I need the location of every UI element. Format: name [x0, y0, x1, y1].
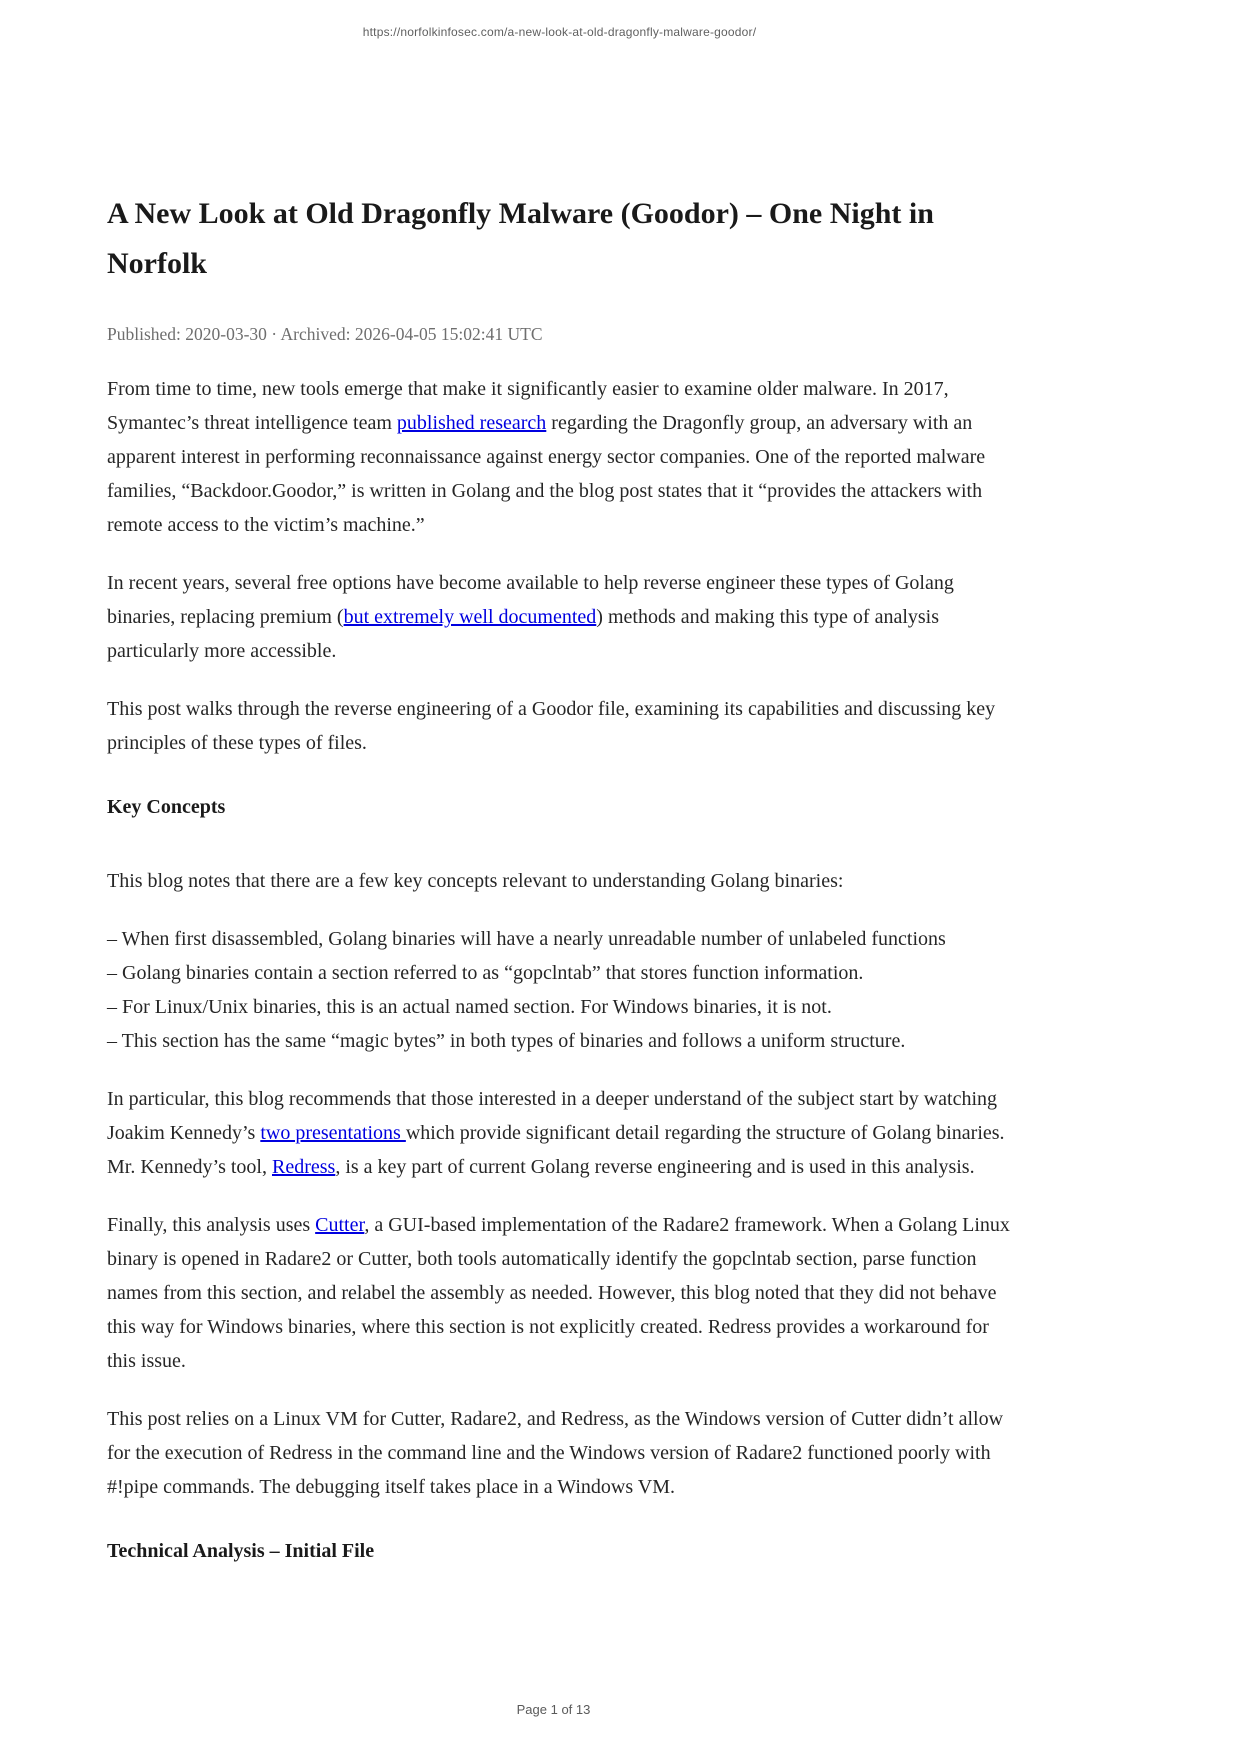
heading-technical-analysis: Technical Analysis – Initial File	[107, 1540, 375, 1562]
text-run: , a GUI-based implementation of the Radare2 framework. When a Golang Linux binary is opened in Radare2 or Cutter, both tools automatically identify the gopclntab section, parse function names from this section, and relabel the assembly as needed. However, this blog noted that they did not behave this way for Windows binaries, where this section is not explicitly created. Redress provides a workaround for this issue.	[107, 1214, 1010, 1372]
article-body	[107, 189, 1012, 1564]
link-published-research[interactable]: published research	[396, 412, 547, 434]
page-number: Page 1 of 13	[516, 1702, 591, 1717]
paragraph-vm-setup: This post relies on a Linux VM for Cutter, Radare2, and Redress, as the Windows version of Cutter didn’t allow for the execution of Redress in the command line and the Windows version of Radare2 functioned poorly with #!pipe commands. The debugging itself takes place in a Windows VM.	[107, 1408, 1004, 1498]
heading-key-concepts: Key Concepts	[107, 796, 226, 818]
link-well-documented[interactable]: but extremely well documented	[343, 606, 597, 628]
paragraph-recommendations	[107, 1082, 1012, 1184]
text-run: From time to time, new tools emerge that make it significantly easier to examine older malware. In 2017, Symantec’s threat intelligence team	[107, 378, 949, 434]
text-run: regarding the Dragonfly group, an adversary with an apparent interest in performing reconnaissance against energy sector companies. One of the reported malware families, “Backdoor.Goodor,” is written in Golang and the blog post states that it “provides the attackers with remote access to the victim’s machine.”	[107, 412, 986, 536]
page-title: A New Look at Old Dragonfly Malware (Goodor) – One Night in Norfolk	[107, 197, 934, 280]
text-run: ) methods and making this type of analysis particularly more accessible.	[107, 606, 940, 662]
paragraph-intro	[107, 372, 1012, 542]
source-url: https://norfolkinfosec.com/a-new-look-at-old-dragonfly-malware-goodor/	[362, 25, 757, 39]
list-item: – When first disassembled, Golang binaries will have a nearly unreadable number of unlabeled functions	[107, 928, 946, 950]
paragraph-post-overview: This post walks through the reverse engineering of a Goodor file, examining its capabilities and discussing key principles of these types of files.	[107, 698, 996, 754]
list-item: – Golang binaries contain a section referred to as “gopclntab” that stores function information.	[107, 962, 864, 984]
publish-archive-meta: Published: 2020-03-30 · Archived: 2026-04-05 15:02:41 UTC	[107, 324, 543, 344]
link-redress[interactable]: Redress	[272, 1156, 336, 1178]
link-two-presentations[interactable]: two presentations	[260, 1122, 406, 1144]
paragraph-cutter	[107, 1208, 1012, 1378]
list-item: – For Linux/Unix binaries, this is an actual named section. For Windows binaries, it is not.	[107, 996, 832, 1018]
paragraph-key-concepts-lead: This blog notes that there are a few key concepts relevant to understanding Golang binaries:	[107, 870, 844, 892]
text-run: In recent years, several free options have become available to help reverse engineer these types of Golang binaries, replacing premium (	[107, 572, 954, 628]
text-run: , is a key part of current Golang reverse engineering and is used in this analysis.	[335, 1156, 975, 1178]
list-item: – This section has the same “magic bytes” in both types of binaries and follows a uniform structure.	[107, 1030, 906, 1052]
key-concepts-list	[107, 922, 1012, 1058]
paragraph-free-options	[107, 566, 1012, 668]
link-cutter[interactable]: Cutter	[315, 1214, 365, 1236]
text-run: which provide significant detail regarding the structure of Golang binaries. Mr. Kennedy’s tool,	[107, 1122, 1005, 1178]
text-run: Finally, this analysis uses	[107, 1214, 316, 1236]
text-run: In particular, this blog recommends that those interested in a deeper understand of the subject start by watching Joakim Kennedy’s	[107, 1088, 998, 1144]
